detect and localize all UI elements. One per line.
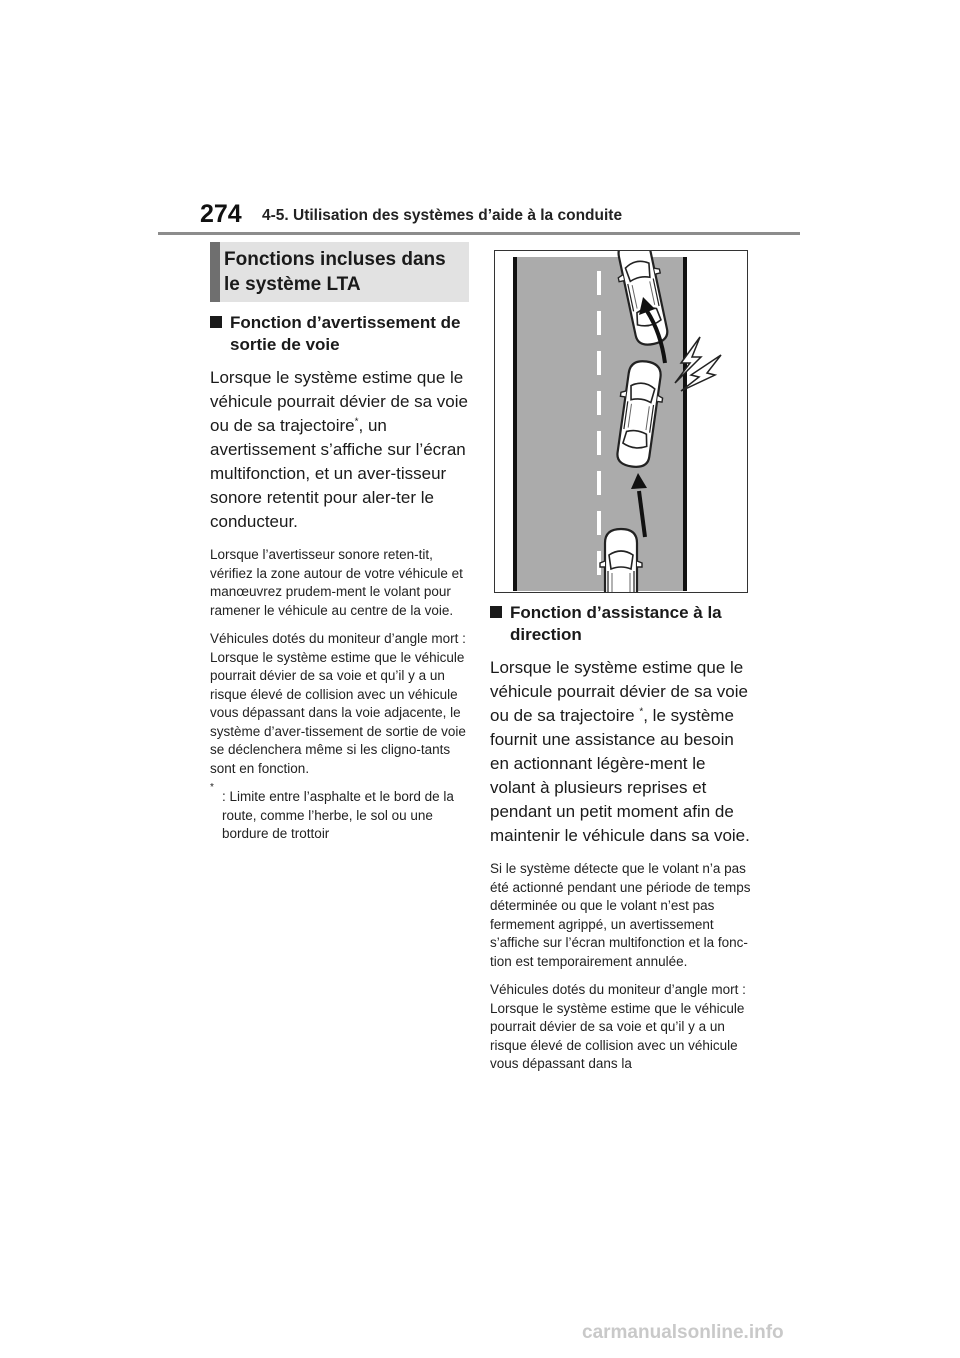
footnote-text: : Limite entre l’asphalte et le bord de la route, comme l’herbe, le sol ou une bordure de trottoir	[222, 789, 454, 841]
road-edge-right	[683, 257, 687, 591]
section-box	[210, 242, 469, 302]
lane-departure-body-a: Lorsque le système estime que le véhicule pourrait dévier de sa voie ou de sa trajectoire	[210, 368, 468, 435]
steering-assist-body	[490, 656, 752, 848]
lane-departure-body-b: , un avertissement s’affiche sur l’écran multifonction, et un aver-tisseur sonore retentit pour aler-ter le conducteur.	[210, 416, 466, 531]
right-column	[490, 602, 752, 1084]
page-number: 274	[200, 200, 242, 228]
lane-departure-note-1: Lorsque l’avertisseur sonore reten-tit, vérifiez la zone autour de votre véhicule et manœuvrez prudem-ment le volant pour ramener le véhicule au centre de la voie.	[210, 547, 463, 618]
lane-departure-heading-text: Fonction d’avertissement de sortie de voie	[230, 313, 461, 354]
lane-departure-asterisk: *	[354, 416, 359, 428]
section-title: Fonctions incluses dans le système LTA	[224, 249, 446, 295]
steering-assist-note-2: Véhicules dotés du moniteur d’angle mort : Lorsque le système estime que le véhicule pourrait dévier de sa voie et qu’il y a un risque élevé de collision avec un véhicule vous dépassant dans la	[490, 982, 746, 1071]
lane-departure-body	[210, 366, 472, 534]
steering-assist-note-1: Si le système détecte que le volant n’a pas été actionné pendant une période de temps déterminée ou que le volant n’est pas fermement agrippé, un avertissement s’affiche sur l’écran multifonction et la fonc-tion est temporairement annulée.	[490, 861, 751, 969]
steering-assist-body-a: Lorsque le système estime que le véhicule pourrait dévier de sa voie ou de sa trajectoire	[490, 658, 748, 725]
header-rule	[158, 232, 800, 235]
square-bullet-icon	[210, 316, 222, 328]
watermark: carmanualsonline.info	[582, 1322, 784, 1343]
square-bullet-icon	[490, 606, 502, 618]
section-accent-bar	[210, 242, 220, 302]
lane-departure-illustration	[494, 250, 748, 593]
road-diagram	[495, 251, 747, 592]
footnote: * : Limite entre l’asphalte et le bord de la route, comme l’herbe, le sol ou une bordure de trottoir	[210, 782, 454, 841]
steering-assist-asterisk: *	[639, 706, 644, 718]
lane-departure-note-2: Véhicules dotés du moniteur d’angle mort : Lorsque le système estime que le véhicule pourrait dévier de sa voie et qu’il y a un risque élevé de collision avec un véhicule vous dépassant dans la voie adjacente, le système d’aver-tissement de sortie de voie se déclenchera même si les cligno-tants sont en fonction.	[210, 631, 466, 776]
steering-assist-body-b: , le système fournit une assistance au besoin en actionnant légère-ment le volant à plusieurs reprises et pendant un petit moment afin de maintenir le véhicule dans sa voie.	[490, 706, 750, 845]
lane-departure-heading	[210, 312, 472, 356]
steering-assist-heading	[490, 602, 752, 646]
steering-assist-heading-text: Fonction d’assistance à la direction	[510, 603, 722, 644]
road-edge-left	[513, 257, 517, 591]
left-column	[210, 312, 472, 844]
car-icon	[600, 529, 642, 592]
running-head: 4-5. Utilisation des systèmes d’aide à la conduite	[262, 207, 623, 224]
